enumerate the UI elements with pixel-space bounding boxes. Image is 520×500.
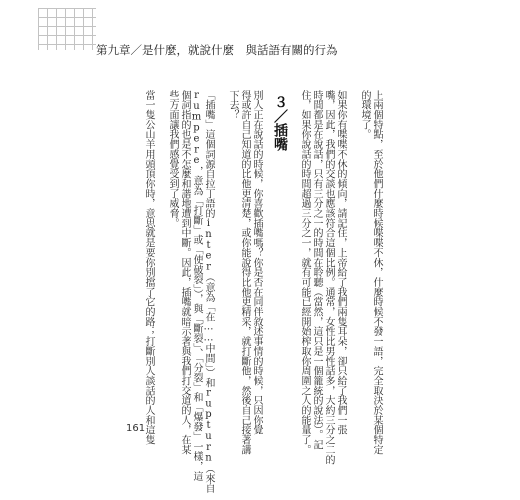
- text-column: 當一隻公山羊用頭頂你時，意思就是要你別擋了它的路；打斷別人談話的人和這隻: [143, 90, 154, 445]
- chapter-title: 第九章／是什麼，就說什麼 與話語有關的行為: [96, 43, 338, 57]
- decorative-grid-icon: [38, 8, 96, 50]
- text-column: 得或許自己知道的比他更清楚，或你能說得比他更精采，就打斷他，然後自己接著講: [239, 90, 250, 455]
- text-column: 「插嘴」這個詞源自拉丁語的inter（意為「在……中間」）和rupturn（來自: [203, 90, 214, 494]
- text-column: rumpere，意為「打斷」或「使破裂」），與「斷裂」、「分裂」和「爆發」一樣，這: [191, 90, 202, 481]
- section-heading: ３／插嘴: [272, 95, 288, 151]
- page-number: 161: [126, 423, 146, 434]
- text-column: 上兩個特點，至於他們什麼時候喋喋不休，什麼時候不發一語，完全取決於某個特定: [371, 90, 382, 455]
- text-column: 別人正在說話的時候，你喜歡插嘴嗎？你是否在同伴敘述事情的時候，只因你覺: [251, 90, 262, 435]
- text-column: 些方面讓我們感覺受到了威脅。: [167, 90, 178, 228]
- text-column: 的環境了。: [359, 90, 370, 140]
- text-column: 時間都是在說話，只有三分之一的時間在聆聽（當然，這只是一個籠統的說法）。記: [311, 90, 322, 450]
- text-column: 如果你有喋喋不休的傾向，請記住，上帝給了我們兩隻耳朵，卻只給了我們一張: [335, 90, 346, 435]
- text-column: 嘴，因此，我們的交談也應該符合這個比例。通常，女性比男性話多，大約三分之二的: [323, 90, 334, 465]
- text-column: 住，如果你說話的時間超過三分之一，就有可能已經開始榨取你周圍之人的能量了。: [299, 90, 310, 455]
- text-column: 個詞指的也是不怎麼和諧地遭到中斷。因此，插嘴就暗示著與我們打交道的人，在某: [179, 90, 190, 455]
- text-column: 下去？: [227, 90, 238, 120]
